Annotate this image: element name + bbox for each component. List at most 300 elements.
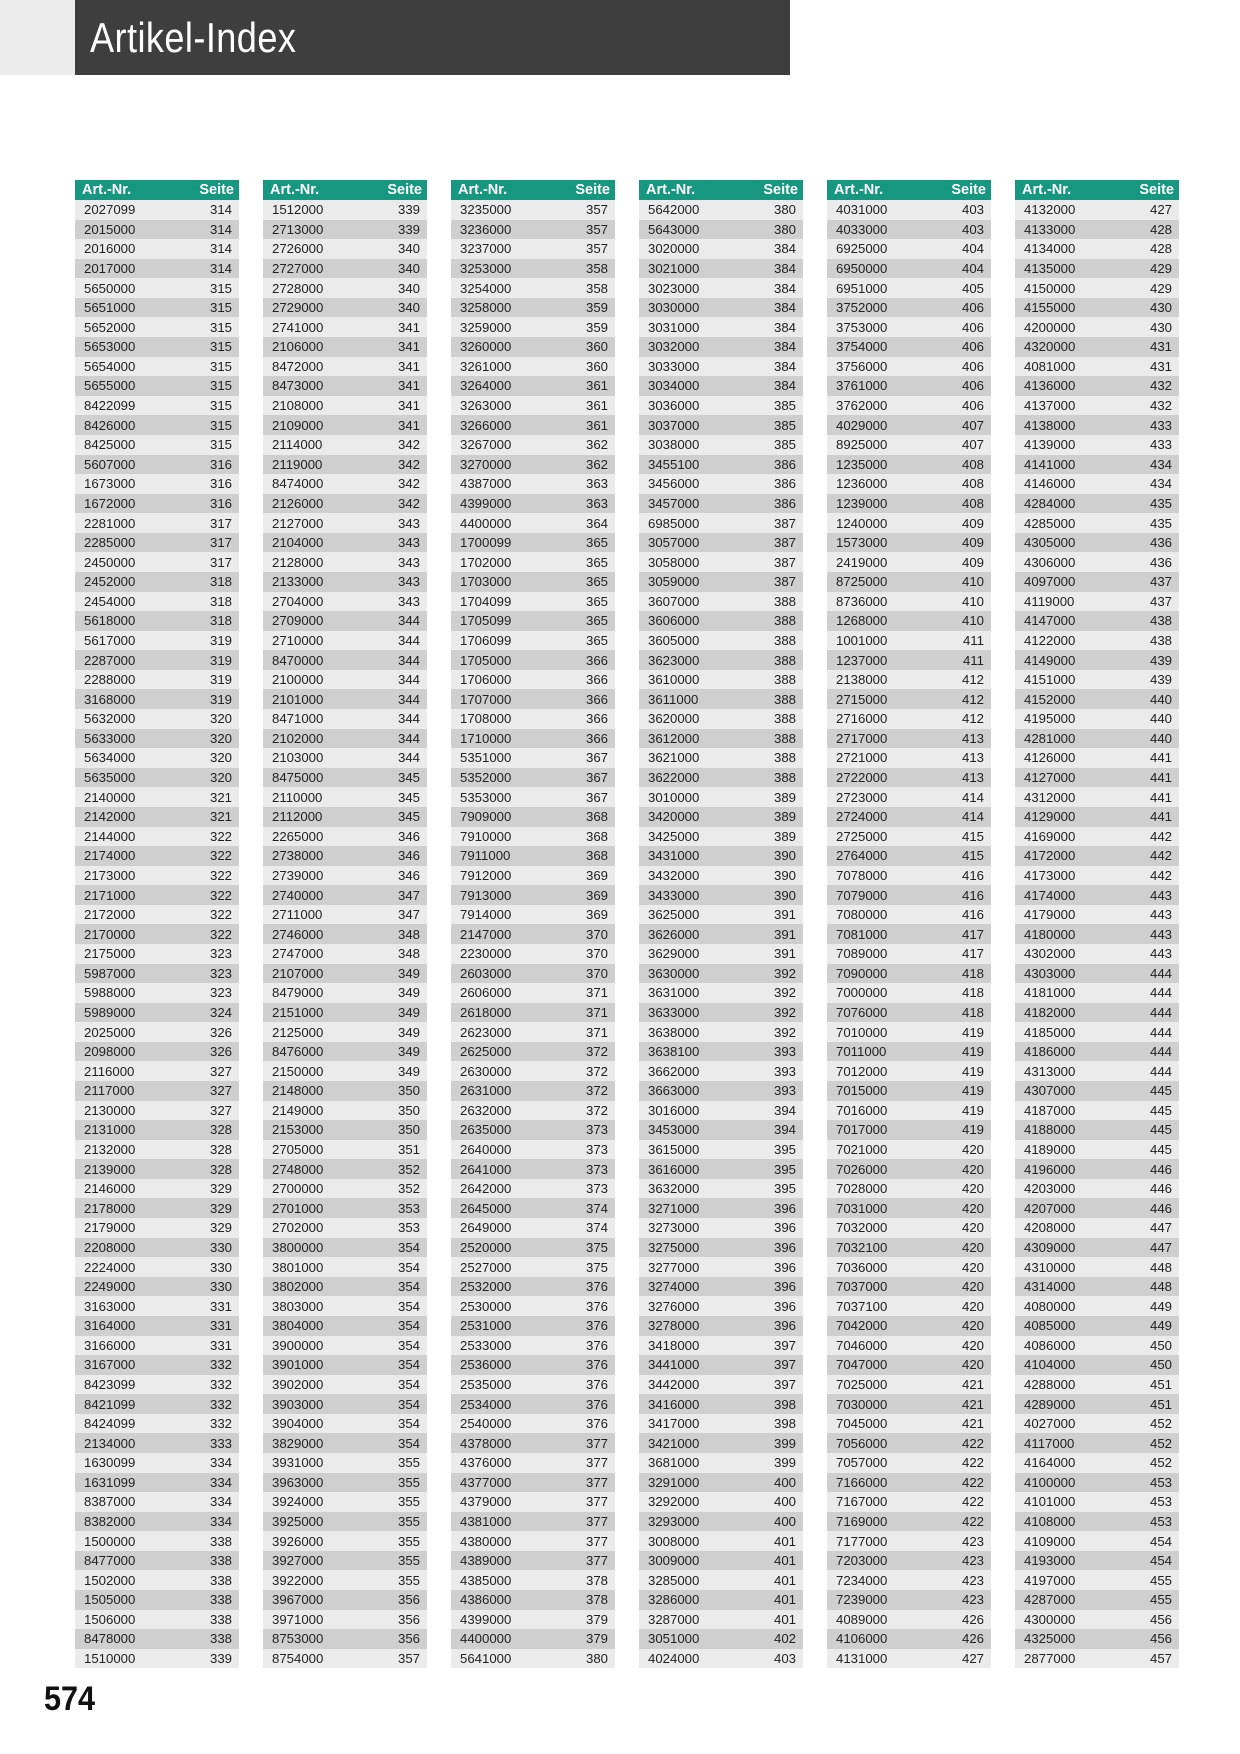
article-number: 4085000	[1024, 1318, 1076, 1334]
article-number: 4081000	[1024, 358, 1076, 374]
article-number: 7914000	[460, 907, 512, 923]
article-number: 4379000	[460, 1494, 512, 1510]
seite-header: Seite	[575, 182, 610, 198]
page-ref: 432	[1149, 398, 1172, 414]
page-ref: 361	[585, 398, 608, 414]
article-number: 3278000	[648, 1318, 700, 1334]
article-number: 3756000	[836, 358, 888, 374]
article-number: 3963000	[272, 1474, 324, 1490]
page-ref: 444	[1149, 965, 1172, 981]
table-row	[75, 1433, 239, 1453]
article-number: 8736000	[836, 593, 888, 609]
page-ref: 395	[773, 1161, 796, 1177]
article-number: 2130000	[84, 1102, 136, 1118]
table-row	[1015, 1433, 1179, 1453]
article-number: 4386000	[460, 1592, 512, 1608]
page-ref: 456	[1149, 1611, 1172, 1627]
article-number: 2746000	[272, 926, 324, 942]
page-ref: 317	[209, 515, 232, 531]
article-number: 7017000	[836, 1122, 888, 1138]
page-ref: 450	[1149, 1357, 1172, 1373]
article-number: 7037100	[836, 1298, 888, 1314]
page-ref: 343	[397, 515, 420, 531]
article-number: 3259000	[460, 319, 512, 335]
page-ref: 401	[773, 1533, 796, 1549]
article-number: 7079000	[836, 887, 888, 903]
article-number: 3031000	[648, 319, 700, 335]
page-ref: 427	[961, 1651, 984, 1667]
table-row	[639, 494, 803, 514]
page-ref: 397	[773, 1357, 796, 1373]
table-row	[451, 1257, 615, 1277]
table-row	[639, 1296, 803, 1316]
page-ref: 322	[209, 926, 232, 942]
article-number: 3804000	[272, 1318, 324, 1334]
page-ref: 440	[1149, 711, 1172, 727]
table-row	[639, 1414, 803, 1434]
page-ref: 368	[585, 809, 608, 825]
article-number: 4287000	[1024, 1592, 1076, 1608]
table-row	[451, 1061, 615, 1081]
page-ref: 395	[773, 1142, 796, 1158]
table-row	[1015, 1394, 1179, 1414]
page-ref: 446	[1149, 1161, 1172, 1177]
page-ref: 410	[961, 574, 984, 590]
article-number: 4325000	[1024, 1631, 1076, 1647]
page-ref: 399	[773, 1435, 796, 1451]
page-ref: 431	[1149, 339, 1172, 355]
page-ref: 412	[961, 691, 984, 707]
article-number: 3166000	[84, 1337, 136, 1353]
article-number: 7234000	[836, 1572, 888, 1588]
article-number: 3010000	[648, 789, 700, 805]
article-number: 4208000	[1024, 1220, 1076, 1236]
table-row	[451, 513, 615, 533]
article-number: 2716000	[836, 711, 888, 727]
table-row	[263, 415, 427, 435]
table-row	[451, 1218, 615, 1238]
page-ref: 340	[397, 241, 420, 257]
seite-header: Seite	[1139, 182, 1174, 198]
article-number: 1573000	[836, 535, 888, 551]
table-row	[1015, 396, 1179, 416]
table-row	[263, 885, 427, 905]
page-ref: 392	[773, 965, 796, 981]
table-row	[639, 944, 803, 964]
article-number: 4376000	[460, 1455, 512, 1471]
table-row	[263, 787, 427, 807]
table-row	[827, 1140, 991, 1160]
table-row	[451, 1375, 615, 1395]
article-number: 7912000	[460, 867, 512, 883]
page-ref: 367	[585, 750, 608, 766]
article-number: 7025000	[836, 1376, 888, 1392]
article-number: 3927000	[272, 1553, 324, 1569]
article-number: 3629000	[648, 946, 700, 962]
article-number: 3034000	[648, 378, 700, 394]
article-number: 7076000	[836, 1004, 888, 1020]
article-number: 4131000	[836, 1651, 888, 1667]
table-row	[1015, 650, 1179, 670]
table-row	[75, 1003, 239, 1023]
table-row	[827, 220, 991, 240]
table-row	[1015, 1316, 1179, 1336]
page-ref: 357	[585, 221, 608, 237]
page-ref: 364	[585, 515, 608, 531]
table-row	[451, 670, 615, 690]
table-row	[263, 1140, 427, 1160]
article-number: 2618000	[460, 1004, 512, 1020]
article-number: 7036000	[836, 1259, 888, 1275]
page-ref: 352	[397, 1161, 420, 1177]
article-number: 3631000	[648, 985, 700, 1001]
table-row	[263, 768, 427, 788]
article-number: 2710000	[272, 633, 324, 648]
article-number: 2170000	[84, 926, 136, 942]
table-row	[827, 1492, 991, 1512]
table-row	[1015, 1570, 1179, 1590]
article-number: 2452000	[84, 574, 136, 590]
article-number: 3800000	[272, 1239, 324, 1255]
page-ref: 332	[209, 1416, 232, 1432]
table-row	[639, 983, 803, 1003]
table-row	[827, 1120, 991, 1140]
article-number: 3285000	[648, 1572, 700, 1588]
article-number: 4203000	[1024, 1181, 1076, 1197]
table-row	[1015, 1610, 1179, 1630]
page-ref: 328	[209, 1161, 232, 1177]
table-row	[1015, 748, 1179, 768]
article-number: 4104000	[1024, 1357, 1076, 1373]
table-row	[75, 1257, 239, 1277]
table-row	[75, 885, 239, 905]
page-ref: 384	[773, 358, 796, 374]
page-ref: 354	[397, 1298, 420, 1314]
page-ref: 388	[773, 711, 796, 727]
page-ref: 374	[585, 1200, 608, 1216]
page-ref: 439	[1149, 652, 1172, 668]
page-ref: 349	[397, 985, 420, 1001]
article-number: 3904000	[272, 1416, 324, 1432]
article-number: 3610000	[648, 672, 700, 688]
page-ref: 320	[209, 711, 232, 727]
header-bar	[75, 0, 790, 75]
table-row	[1015, 337, 1179, 357]
table-row	[1015, 827, 1179, 847]
article-number: 2110000	[272, 789, 323, 805]
page-ref: 315	[209, 378, 232, 394]
page-ref: 354	[397, 1279, 420, 1295]
index-column-4	[639, 180, 803, 1668]
table-row	[827, 298, 991, 318]
table-row	[263, 689, 427, 709]
article-number: 2649000	[460, 1220, 512, 1236]
table-row	[827, 1590, 991, 1610]
table-row	[1015, 572, 1179, 592]
page-ref: 409	[961, 515, 984, 531]
article-number: 3926000	[272, 1533, 324, 1549]
table-row	[75, 1512, 239, 1532]
article-number: 8382000	[84, 1514, 136, 1530]
page-ref: 423	[961, 1553, 984, 1569]
article-number: 4288000	[1024, 1376, 1076, 1392]
table-row	[639, 1531, 803, 1551]
table-row	[827, 494, 991, 514]
page-ref: 371	[585, 985, 608, 1001]
page-ref: 384	[773, 241, 796, 257]
table-row	[263, 1061, 427, 1081]
page-ref: 386	[773, 456, 796, 472]
page-ref: 368	[585, 828, 608, 844]
article-number: 2016000	[84, 241, 136, 257]
table-row	[827, 435, 991, 455]
page-ref: 420	[961, 1318, 984, 1334]
table-row	[827, 729, 991, 749]
article-number: 2131000	[84, 1122, 136, 1138]
article-number: 7090000	[836, 965, 888, 981]
article-number: 4137000	[1024, 398, 1076, 414]
table-row	[1015, 1590, 1179, 1610]
page-ref: 357	[585, 202, 608, 218]
page-ref: 388	[773, 750, 796, 766]
table-row	[639, 513, 803, 533]
table-row	[827, 1081, 991, 1101]
art-nr-header: Art.-Nr.	[834, 182, 884, 198]
article-number: 2288000	[84, 672, 136, 688]
article-number: 2138000	[836, 672, 888, 688]
page-ref: 363	[585, 495, 608, 511]
article-number: 4126000	[1024, 750, 1076, 766]
page-ref: 357	[585, 241, 608, 257]
page-ref: 377	[585, 1494, 608, 1510]
page-ref: 363	[585, 476, 608, 492]
article-number: 3030000	[648, 300, 700, 316]
page-ref: 332	[209, 1396, 232, 1412]
article-number: 2741000	[272, 319, 324, 335]
page-ref: 386	[773, 495, 796, 511]
page-ref: 370	[585, 946, 608, 962]
page-ref: 330	[209, 1279, 232, 1295]
article-number: 3164000	[84, 1318, 136, 1334]
table-row	[451, 1512, 615, 1532]
table-row	[75, 396, 239, 416]
page-ref: 388	[773, 770, 796, 786]
table-row	[639, 259, 803, 279]
article-number: 4132000	[1024, 202, 1076, 218]
article-number: 7042000	[836, 1318, 888, 1334]
art-nr-header: Art.-Nr.	[458, 182, 508, 198]
table-row	[263, 1081, 427, 1101]
table-row	[827, 1296, 991, 1316]
page-ref: 391	[773, 907, 796, 923]
table-row	[827, 1394, 991, 1414]
table-row	[1015, 1629, 1179, 1649]
page-ref: 356	[397, 1592, 420, 1608]
article-number: 3623000	[648, 652, 700, 668]
page-ref: 403	[773, 1651, 796, 1667]
article-number: 2126000	[272, 495, 324, 511]
table-row	[75, 317, 239, 337]
table-row	[263, 1414, 427, 1434]
article-number: 3620000	[648, 711, 700, 727]
table-row	[827, 1355, 991, 1375]
article-number: 3263000	[460, 398, 512, 414]
page-ref: 377	[585, 1533, 608, 1549]
table-row	[75, 1629, 239, 1649]
page-ref: 374	[585, 1220, 608, 1236]
article-number: 4305000	[1024, 535, 1076, 551]
page-ref: 379	[585, 1611, 608, 1627]
page-ref: 369	[585, 907, 608, 923]
article-number: 7081000	[836, 926, 888, 942]
page-ref: 377	[585, 1474, 608, 1490]
article-number: 2281000	[84, 515, 136, 531]
article-number: 5351000	[460, 750, 512, 766]
page-ref: 453	[1149, 1514, 1172, 1530]
article-number: 2701000	[272, 1200, 324, 1216]
page-ref: 328	[209, 1142, 232, 1158]
article-number: 4314000	[1024, 1279, 1076, 1295]
table-row	[75, 1120, 239, 1140]
article-number: 3051000	[648, 1631, 700, 1647]
article-number: 6950000	[836, 261, 888, 277]
article-number: 2532000	[460, 1279, 512, 1295]
article-number: 1710000	[460, 730, 512, 746]
table-row	[639, 357, 803, 377]
index-column-3	[451, 180, 615, 1668]
table-row	[1015, 709, 1179, 729]
article-number: 3457000	[648, 495, 700, 511]
article-number: 7909000	[460, 809, 512, 825]
page-ref: 334	[209, 1494, 232, 1510]
article-number: 7000000	[836, 985, 888, 1001]
page-ref: 386	[773, 476, 796, 492]
article-number: 3016000	[648, 1102, 700, 1118]
table-row	[639, 1081, 803, 1101]
table-row	[1015, 1238, 1179, 1258]
article-number: 2208000	[84, 1239, 136, 1255]
article-number: 2103000	[272, 750, 324, 766]
table-row	[639, 474, 803, 494]
page-ref: 339	[397, 221, 420, 237]
article-number: 4155000	[1024, 300, 1076, 316]
page-ref: 396	[773, 1200, 796, 1216]
table-row	[827, 1042, 991, 1062]
table-row	[1015, 1492, 1179, 1512]
page-ref: 354	[397, 1318, 420, 1334]
article-number: 7015000	[836, 1083, 888, 1099]
article-number: 2738000	[272, 848, 324, 864]
table-row	[639, 239, 803, 259]
page-ref: 384	[773, 339, 796, 355]
table-row	[1015, 964, 1179, 984]
page-ref: 323	[209, 946, 232, 962]
article-number: 3754000	[836, 339, 888, 355]
table-row	[75, 807, 239, 827]
table-row	[75, 689, 239, 709]
page-ref: 385	[773, 437, 796, 453]
index-column-5	[827, 180, 991, 1668]
page-ref: 439	[1149, 672, 1172, 688]
page-ref: 355	[397, 1514, 420, 1530]
page-ref: 420	[961, 1298, 984, 1314]
page-ref: 393	[773, 1044, 796, 1060]
article-number: 3023000	[648, 280, 700, 296]
page-ref: 444	[1149, 1024, 1172, 1040]
article-number: 3662000	[648, 1063, 700, 1079]
table-row	[263, 1629, 427, 1649]
table-row	[639, 1629, 803, 1649]
table-row	[263, 220, 427, 240]
page-ref: 414	[961, 809, 984, 825]
table-row	[263, 1257, 427, 1277]
page-ref: 365	[585, 535, 608, 551]
table-row	[75, 1140, 239, 1160]
table-row	[451, 924, 615, 944]
table-row	[827, 317, 991, 337]
page-ref: 421	[961, 1416, 984, 1432]
table-row	[639, 1375, 803, 1395]
article-number: 4027000	[1024, 1416, 1076, 1432]
page-ref: 375	[585, 1259, 608, 1275]
article-number: 3455100	[648, 456, 700, 472]
table-row	[263, 1120, 427, 1140]
page-ref: 344	[397, 613, 420, 629]
table-row	[1015, 1296, 1179, 1316]
article-number: 4134000	[1024, 241, 1076, 257]
article-number: 2117000	[84, 1083, 135, 1099]
page-ref: 444	[1149, 1044, 1172, 1060]
page-ref: 376	[585, 1298, 608, 1314]
article-number: 2285000	[84, 535, 136, 551]
page-ref: 391	[773, 946, 796, 962]
page-ref: 442	[1149, 828, 1172, 844]
table-row	[75, 1238, 239, 1258]
article-number: 2877000	[1024, 1651, 1076, 1667]
table-row	[827, 455, 991, 475]
page-ref: 319	[209, 652, 232, 668]
page-ref: 419	[961, 1024, 984, 1040]
article-number: 2106000	[272, 339, 324, 355]
page-ref: 341	[397, 339, 420, 355]
table-row	[75, 376, 239, 396]
article-number: 2109000	[272, 417, 324, 433]
article-number: 3021000	[648, 261, 700, 277]
table-row	[1015, 1649, 1179, 1669]
article-number: 4029000	[836, 417, 888, 433]
article-number: 7021000	[836, 1142, 888, 1158]
table-row	[639, 1277, 803, 1297]
table-row	[1015, 1512, 1179, 1532]
page-ref: 384	[773, 280, 796, 296]
table-row	[1015, 905, 1179, 925]
page-ref: 354	[397, 1396, 420, 1412]
table-row	[263, 846, 427, 866]
page-ref: 378	[585, 1592, 608, 1608]
table-row	[1015, 1140, 1179, 1160]
table-row	[827, 866, 991, 886]
article-number: 7177000	[836, 1533, 888, 1549]
article-number: 2632000	[460, 1102, 512, 1118]
article-number: 2625000	[460, 1044, 512, 1060]
table-row	[75, 435, 239, 455]
table-row	[263, 494, 427, 514]
page-ref: 388	[773, 613, 796, 629]
table-row	[639, 709, 803, 729]
table-row	[263, 552, 427, 572]
article-number: 3925000	[272, 1514, 324, 1530]
article-number: 8478000	[84, 1631, 136, 1647]
